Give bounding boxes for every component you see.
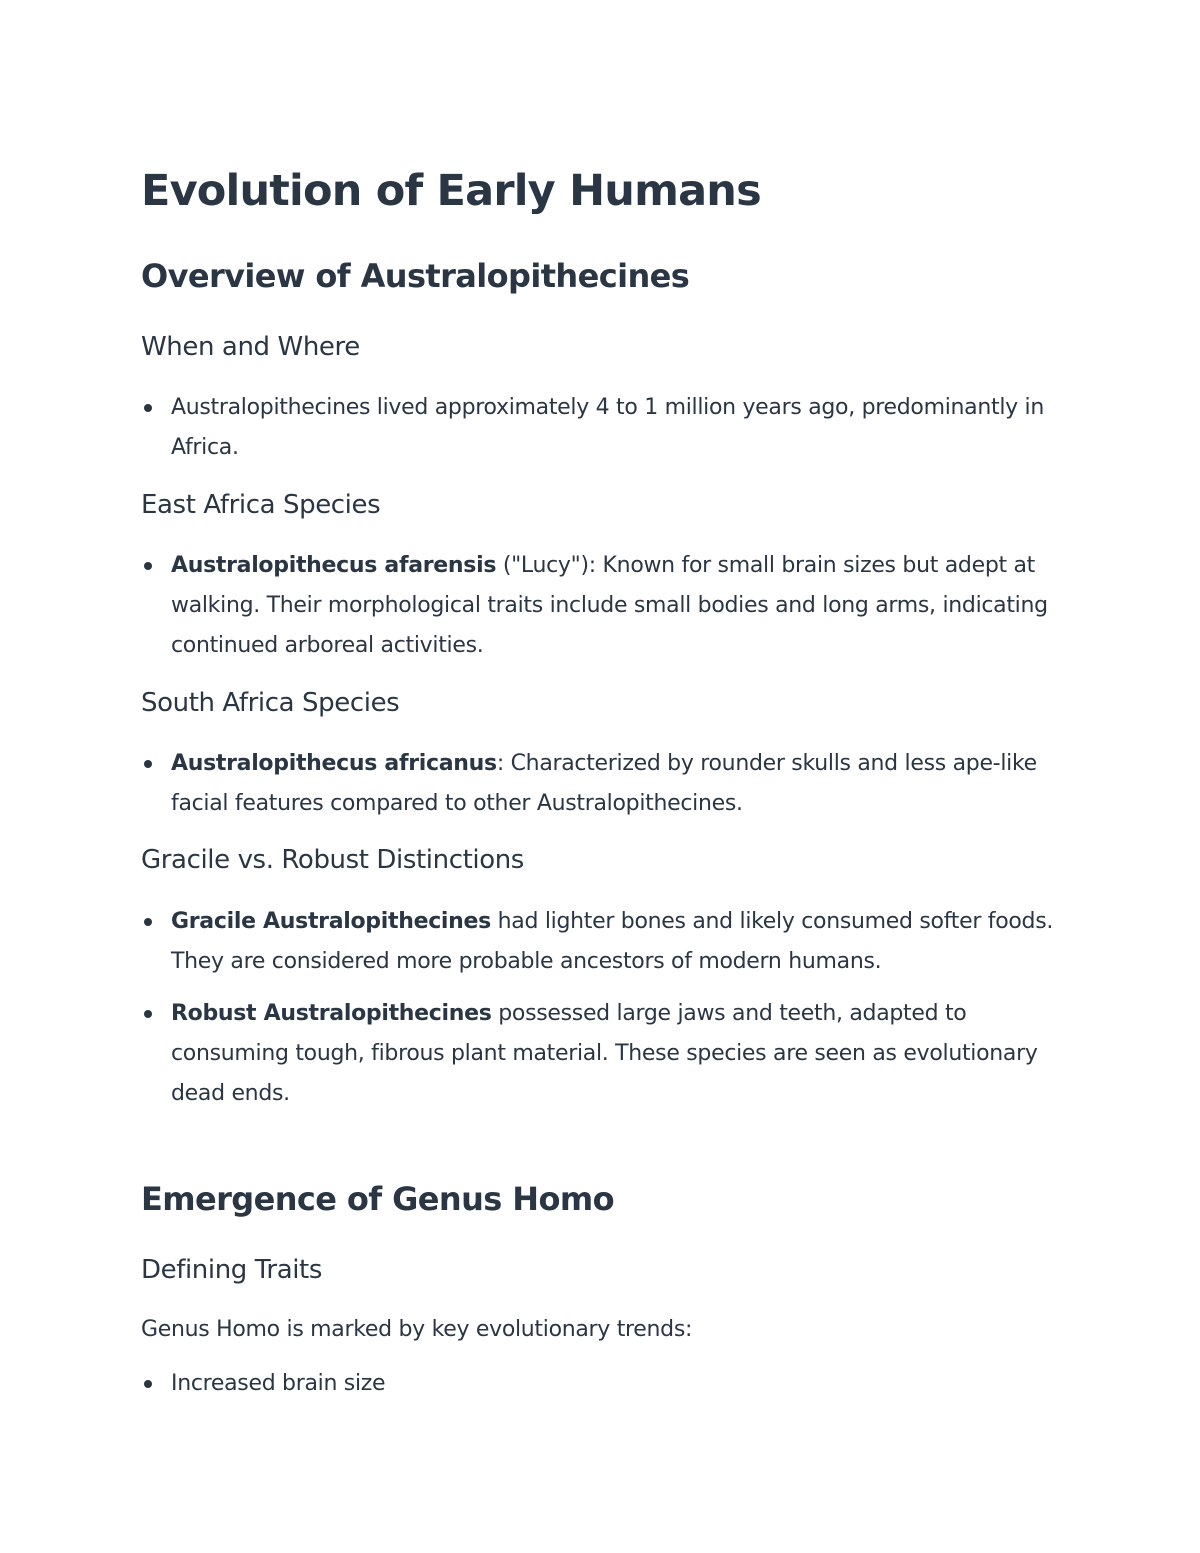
list-item — [141, 546, 1071, 666]
bullet-list-when-where — [141, 388, 1071, 468]
subsection-heading-defining-traits: Defining Traits — [141, 1255, 322, 1285]
list-item-text: Increased brain size — [171, 1371, 386, 1396]
list-item-text: possessed large jaws and teeth, adapted to consuming tough, fibrous plant material. These species are seen as evolutionary dead ends. — [171, 1001, 1038, 1106]
section-heading-australopithecines: Overview of Australopithecines — [141, 257, 690, 295]
list-item-bold-term: Australopithecus africanus — [171, 751, 497, 776]
list-item-text: : Characterized by rounder skulls and less ape-like facial features compared to other Australopithecines. — [171, 751, 1037, 816]
page-title: Evolution of Early Humans — [141, 166, 761, 216]
bullet-list-gracile-robust — [141, 902, 1071, 1114]
list-item — [141, 744, 1071, 824]
list-item — [141, 902, 1071, 982]
list-item-bold-term: Australopithecus afarensis — [171, 553, 497, 578]
bullet-list-south-africa — [141, 744, 1071, 824]
list-item — [141, 1364, 1071, 1404]
list-item — [141, 388, 1071, 468]
subsection-heading-gracile-robust: Gracile vs. Robust Distinctions — [141, 845, 524, 875]
bullet-list-defining-traits — [141, 1364, 1071, 1404]
list-item — [141, 994, 1071, 1114]
list-item-bold-term: Robust Australopithecines — [171, 1001, 492, 1026]
list-item-text: ("Lucy"): Known for small brain sizes but adept at walking. Their morphological traits include small bodies and long arms, indicating continued arboreal activities. — [171, 553, 1048, 658]
list-item-text: had lighter bones and likely consumed softer foods. They are considered more probable ancestors of modern humans. — [171, 909, 1054, 974]
section-heading-genus-homo: Emergence of Genus Homo — [141, 1180, 614, 1218]
list-item-text: Australopithecines lived approximately 4 to 1 million years ago, predominantly in Africa. — [171, 395, 1044, 460]
bullet-list-east-africa — [141, 546, 1071, 666]
subsection-heading-east-africa: East Africa Species — [141, 490, 381, 520]
subsection-heading-when-where: When and Where — [141, 332, 360, 362]
subsection-heading-south-africa: South Africa Species — [141, 688, 400, 718]
intro-paragraph: Genus Homo is marked by key evolutionary trends: — [141, 1317, 693, 1342]
list-item-bold-term: Gracile Australopithecines — [171, 909, 491, 934]
